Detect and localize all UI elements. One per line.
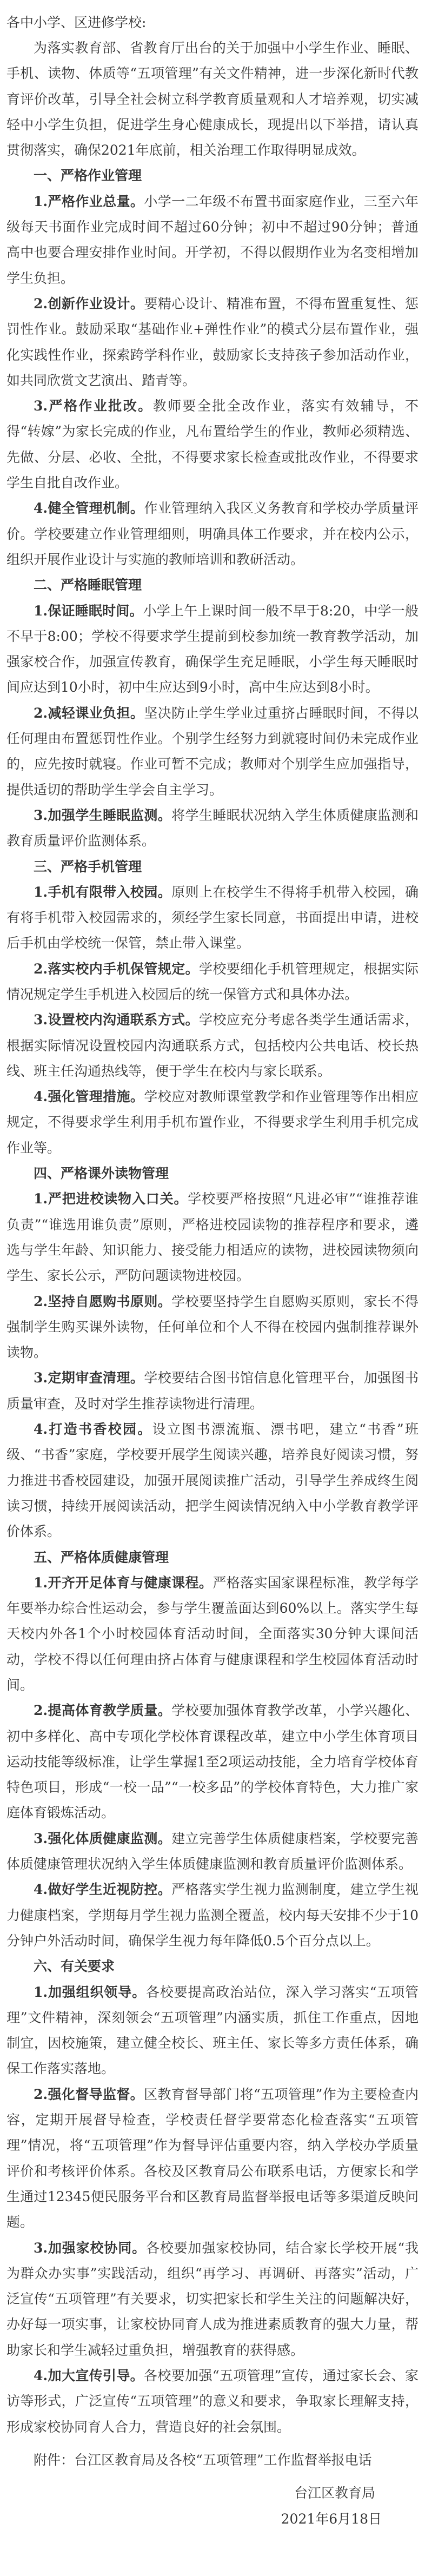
item-text: 学校应充分考虑各类学生通话需求，根据实际情况设置校园内沟通联系方式，包括校内公共电话、校长热线、班主任沟通热线等，便于学生在校内与家长联系。 bbox=[6, 1012, 419, 1079]
item-lead: 1.严格作业总量。 bbox=[34, 193, 144, 209]
section-item bbox=[6, 803, 419, 854]
item-lead: 4.做好学生近视防控。 bbox=[34, 1882, 172, 1898]
section-item bbox=[6, 291, 419, 393]
item-text: 各校要加强家校协同，结合家长学校开展“我为群众办实事”实践活动，组织“再学习、再调研、再落实”活动，广泛宣传“五项管理”有关要求，切实把家长和学生关注的问题解决好，办好每一项实事，让家校协同育人成为推进素质教育的强大力量，帮助家长和学生减轻过重负担，增强教育的获得感。 bbox=[6, 2240, 419, 2358]
item-lead: 3.加强家校协同。 bbox=[34, 2240, 146, 2256]
item-lead: 3.设置校内沟通联系方式。 bbox=[34, 1012, 199, 1028]
spacer bbox=[6, 2440, 419, 2447]
section-item bbox=[6, 189, 419, 291]
section-item bbox=[6, 2235, 419, 2363]
item-lead: 4.健全管理机制。 bbox=[34, 500, 144, 516]
section-item bbox=[6, 1570, 419, 1698]
item-lead: 2.提高体育教学质量。 bbox=[34, 1703, 172, 1719]
item-text: 原则上在校学生不得将手机带入校园，确有将手机带入校园需求的，须经学生家长同意，书面提出申请，进校后手机由学校统一保管，禁止带入课堂。 bbox=[6, 884, 419, 951]
item-text: 坚决防止学生学业过重挤占睡眠时间，不得以任何理由布置惩罚性作业。个别学生经努力到就寝时间仍未完成作业的，应先按时就寝。作业可暂不完成；教师对个别学生应加强指导，提供适切的帮助学生学会自主学习。 bbox=[6, 705, 419, 798]
sections-container bbox=[6, 163, 419, 2439]
item-lead: 2.强化督导监督。 bbox=[34, 2086, 144, 2102]
item-lead: 4.加大宣传引导。 bbox=[34, 2368, 144, 2384]
item-text: 学校要细化手机管理规定，根据实际情况规定学生手机进入校园后的统一保管方式和具体办法。 bbox=[6, 961, 419, 1002]
section-item bbox=[6, 700, 419, 803]
item-lead: 1.严把进校读物入口关。 bbox=[34, 1191, 188, 1207]
section-item bbox=[6, 1007, 419, 1084]
item-text: 设立图书漂流瓶、漂书吧，建立“书香”班级、“书香”家庭，学校要开展学生阅读兴趣，培养良好阅读习惯，努力推进书香校园建设，加强开展阅读推广活动，引导学生养成终生阅读习惯，持续开展阅读活动，把学生阅读情况纳入中小学教育教学评价体系。 bbox=[6, 1421, 419, 1540]
date: 2021年6月18日 bbox=[281, 2511, 382, 2527]
section-item bbox=[6, 393, 419, 495]
item-text: 将学生睡眠状况纳入学生体质健康监测和教育质量评价监测体系。 bbox=[6, 807, 419, 849]
section-item bbox=[6, 1698, 419, 1825]
section-heading: 六、有关要求 bbox=[34, 1958, 115, 1975]
item-lead: 1.加强组织领导。 bbox=[34, 1984, 146, 2000]
section-item bbox=[6, 2363, 419, 2440]
item-lead: 3.严格作业批改。 bbox=[34, 398, 153, 414]
item-text: 各校要加强“五项管理”宣传，通过家长会、家访等形式，广泛宣传“五项管理”的意义和要求，争取家长理解支持，形成家校协同育人合力，营造良好的社会氛围。 bbox=[6, 2368, 419, 2435]
section-item bbox=[6, 1289, 419, 1366]
signature: 台江区教育局 bbox=[294, 2485, 375, 2501]
item-lead: 2.减轻课业负担。 bbox=[34, 705, 144, 721]
item-lead: 4.强化管理措施。 bbox=[34, 1089, 144, 1105]
item-lead: 2.落实校内手机保管规定。 bbox=[34, 961, 199, 977]
item-text: 严格落实国家课程标准，教学每学年要举办综合性运动会，参与学生覆盖面达到60%以上。落实学生每天校内外各1个小时校园体育活动时间，全面落实30分钟大课间活动，学校不得以任何理由挤占体育与健康课程和学生校园体育活动时间。 bbox=[6, 1574, 419, 1693]
item-text: 各校要提高政治站位，深入学习落实“五项管理”文件精神，深刻领会“五项管理”内涵实质，抓住工作重点，因地制宜，因校施策，建立健全校长、班主任、家长等多方责任体系，确保工作落实落地。 bbox=[6, 1984, 419, 2077]
item-lead: 3.强化体质健康监测。 bbox=[34, 1830, 172, 1846]
spacer bbox=[6, 2473, 419, 2480]
intro-paragraph: 为落实教育部、省教育厅出台的关于加强中小学生作业、睡眠、手机、读物、体质等“五项管理”有关文件精神，进一步深化新时代教育评价改革，引导全社会树立科学教育质量观和人才培养观，切实减轻中小学生负担，促进学生身心健康成长，现提出以下举措，请认真贯彻落实，确保2021年底前，相关治理工作取得明显成效。 bbox=[6, 40, 419, 158]
item-text: 教师要全批全改作业，落实有效辅导，不得“转嫁”为家长完成的作业，凡布置给学生的作业，教师必须精选、先做、分层、必收、全批，不得要求家长检查或批改作业，不得要求学生自批自改作业。 bbox=[6, 398, 419, 491]
item-text: 小学上午上课时间一般不早于8:20，中学一般不早于8:00；学校不得要求学生提前到校参加统一教育教学活动，加强家校合作，加强宣传教育，确保学生充足睡眠，小学生每天睡眠时间应达到10小时，初中生应达到9小时，高中生应达到8小时。 bbox=[6, 602, 419, 696]
item-text: 学校要坚持学生自愿购买原则，家长不得强制学生购买课外读物，任何单位和个人不得在校园内强制推荐课外读物。 bbox=[6, 1293, 419, 1361]
section-heading: 三、严格手机管理 bbox=[34, 858, 142, 875]
item-text: 建立完善学生体质健康档案，学校要完善体质健康管理状况纳入学生体质健康监测和教育质量评价监测体系。 bbox=[6, 1830, 419, 1872]
section-heading: 四、严格课外读物管理 bbox=[34, 1166, 169, 1182]
section-item bbox=[6, 879, 419, 956]
item-text: 小学一二年级不布置书面家庭作业，三至六年级每天书面作业完成时间不超过60分钟；初中不超过90分钟；普通高中也要合理安排作业时间。开学初，不得以假期作业为名变相增加学生负担。 bbox=[6, 193, 419, 286]
item-lead: 4.打造书香校园。 bbox=[34, 1421, 152, 1438]
section-item bbox=[6, 1186, 419, 1288]
section-item bbox=[6, 598, 419, 700]
item-text: 学校要结合图书馆信息化管理平台，加强图书质量审查，及时对学生推荐读物进行清理。 bbox=[6, 1370, 419, 1412]
item-lead: 3.定期审查清理。 bbox=[34, 1370, 144, 1386]
item-text: 学校要严格按照“凡进必审”“谁推荐谁负责”“谁选用谁负责”原则，严格进校园读物的推荐程序和要求，遴选与学生年龄、知识能力、接受能力相适应的读物，进校园读物须向学生、家长公示，严防问题读物进校园。 bbox=[6, 1191, 419, 1284]
section-item bbox=[6, 1365, 419, 1416]
attachment-line: 附件：台江区教育局及各校“五项管理”工作监督举报电话 bbox=[34, 2452, 372, 2468]
item-text: 严格落实学生视力监测制度，建立学生视力健康档案，学期每月学生视力监测全覆盖，校内每天安排不少于10分钟户外活动时间，确保学生视力每年降低0.5个百分点以上。 bbox=[6, 1882, 419, 1949]
salutation: 各中小学、区进修学校: bbox=[6, 15, 147, 30]
section-item bbox=[6, 956, 419, 1008]
item-text: 要精心设计、精准布置，不得布置重复性、惩罚性作业。鼓励采取“基础作业+弹性作业”的模式分层布置作业，强化实践性作业，探索跨学科作业，鼓励家长支持孩子参加活动作业，如共同欣赏文艺演出、踏青等。 bbox=[6, 295, 419, 388]
item-lead: 2.创新作业设计。 bbox=[34, 295, 144, 312]
section-item bbox=[6, 1416, 419, 1544]
item-text: 学校要加强体育教学改革，小学兴趣化、初中多样化、高中专项化学校体育课程改革，建立中小学生体育项目运动技能等级标准，让学生掌握1至2项运动技能，全力培育学校体育特色项目，形成“一校一品”“一校多品”的学校体育特色，大力推广家庭体育锻炼活动。 bbox=[6, 1703, 419, 1821]
section-heading: 二、严格睡眠管理 bbox=[34, 577, 142, 593]
section-heading: 五、严格体质健康管理 bbox=[34, 1549, 169, 1565]
item-text: 学校应对教师课堂教学和作业管理等作出相应规定，不得要求学生利用手机布置作业，不得要求学生利用手机完成作业等。 bbox=[6, 1089, 419, 1156]
section-item bbox=[6, 1979, 419, 2082]
item-text: 作业管理纳入我区义务教育和学校办学质量评价。学校要建立作业管理细则，明确具体工作要求，并在校内公示，组织开展作业设计与实施的教师培训和教研活动。 bbox=[6, 500, 419, 567]
item-lead: 1.手机有限带入校园。 bbox=[34, 884, 172, 900]
item-lead: 1.开齐开足体育与健康课程。 bbox=[34, 1574, 213, 1591]
section-item bbox=[6, 1877, 419, 1953]
section-item bbox=[6, 1826, 419, 1877]
section-heading: 一、严格作业管理 bbox=[34, 168, 142, 184]
item-text: 区教育督导部门将“五项管理”作为主要检查内容，定期开展督导检查，学校责任督学要常态化检查落实“五项管理”情况，将“五项管理”作为督导评估重要内容，纳入学校办学质量评价和考核评价体系。各校及区教育局公布联系电话，方便家长和学生通过12345便民服务平台和区教育局监督举报电话等多渠道反映问题。 bbox=[6, 2086, 419, 2230]
section-item bbox=[6, 1084, 419, 1161]
item-lead: 3.加强学生睡眠监测。 bbox=[34, 807, 172, 823]
item-lead: 2.坚持自愿购书原则。 bbox=[34, 1293, 172, 1309]
item-lead: 1.保证睡眠时间。 bbox=[34, 602, 143, 619]
section-item bbox=[6, 2082, 419, 2235]
section-item bbox=[6, 495, 419, 572]
